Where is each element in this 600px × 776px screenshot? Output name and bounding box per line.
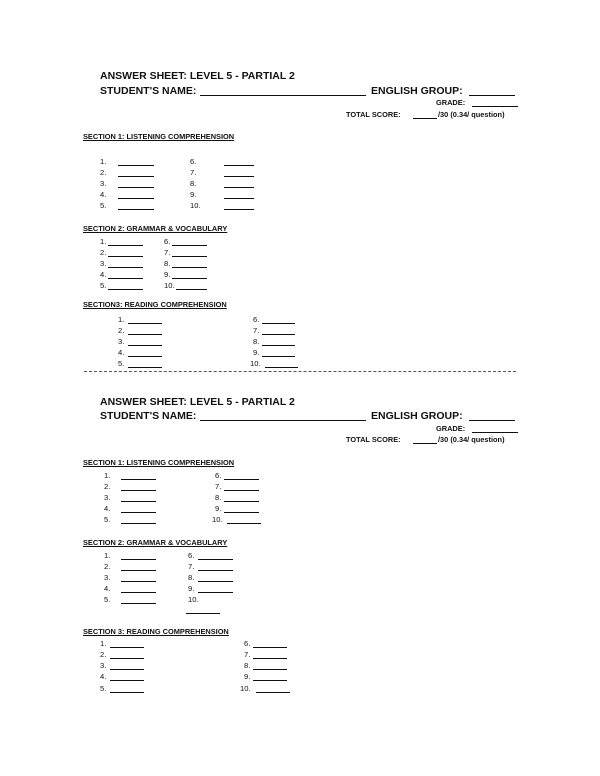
list-item: 9. — [188, 584, 195, 593]
list-item: 5. — [100, 684, 107, 693]
list-item: 1. — [104, 471, 111, 480]
answer-blank[interactable] — [128, 337, 162, 346]
list-item: 3. — [104, 493, 111, 502]
answer-blank[interactable] — [253, 672, 287, 681]
list-item: 7. — [190, 168, 197, 177]
answer-blank[interactable] — [224, 482, 259, 491]
answer-blank[interactable] — [110, 650, 144, 659]
sheet2-total-score-field[interactable] — [413, 435, 437, 444]
list-item: 5. — [104, 515, 111, 524]
answer-blank[interactable] — [108, 281, 143, 290]
list-item: 10. — [250, 359, 261, 368]
answer-blank[interactable] — [110, 672, 144, 681]
answer-blank[interactable] — [224, 201, 254, 210]
list-item: 3. — [118, 337, 125, 346]
answer-blank[interactable] — [121, 471, 156, 480]
list-item: 7. — [215, 482, 222, 491]
answer-blank[interactable] — [172, 237, 207, 246]
list-item: 6. — [190, 157, 197, 166]
sheet2-title: ANSWER SHEET: LEVEL 5 - PARTIAL 2 — [100, 396, 295, 408]
list-item: 5. — [100, 201, 107, 210]
list-item: 10. — [164, 281, 175, 290]
sheet2-grade-label: GRADE: — [436, 424, 466, 433]
list-item: 2. — [104, 482, 111, 491]
answer-blank[interactable] — [121, 515, 156, 524]
sheet1-student-name-label: STUDENT'S NAME: — [100, 85, 197, 97]
answer-blank[interactable] — [198, 562, 233, 571]
answer-blank[interactable] — [262, 315, 295, 324]
list-item: 5. — [104, 595, 111, 604]
list-item: 9. — [215, 504, 222, 513]
list-item: 7. — [244, 650, 251, 659]
answer-blank[interactable] — [262, 348, 295, 357]
sheet1-section1-title: SECTION 1: LISTENING COMPREHENSION — [83, 132, 235, 141]
answer-blank[interactable] — [253, 639, 287, 648]
list-item: 5. — [118, 359, 125, 368]
list-item: 1. — [100, 639, 107, 648]
answer-blank[interactable] — [262, 337, 295, 346]
list-item: 9. — [244, 672, 251, 681]
list-item: 3. — [100, 179, 107, 188]
list-item: 7. — [188, 562, 195, 571]
answer-blank[interactable] — [118, 157, 154, 166]
list-item: 7. — [253, 326, 260, 335]
sheet1-grade-field[interactable] — [472, 98, 518, 107]
list-item: 10. — [188, 595, 199, 604]
cut-line-divider — [84, 371, 516, 372]
list-item: 4. — [104, 584, 111, 593]
answer-blank[interactable] — [176, 281, 207, 290]
list-item: 6. — [253, 315, 260, 324]
list-item: 4. — [100, 672, 107, 681]
sheet2-grade-field[interactable] — [472, 424, 518, 433]
list-item: 9. — [164, 270, 171, 279]
answer-blank[interactable] — [121, 504, 156, 513]
answer-blank[interactable] — [224, 493, 259, 502]
answer-blank[interactable] — [253, 650, 287, 659]
answer-blank[interactable] — [224, 168, 254, 177]
answer-blank[interactable] — [186, 605, 220, 614]
list-item: 8. — [215, 493, 222, 502]
list-item: 2. — [100, 168, 107, 177]
answer-blank[interactable] — [128, 348, 162, 357]
list-item: 10. — [212, 515, 223, 524]
answer-blank[interactable] — [224, 179, 254, 188]
sheet2-total-score-suffix: /30 (0.34/ question) — [438, 435, 505, 444]
answer-blank[interactable] — [265, 359, 298, 368]
sheet1-total-score-suffix: /30 (0.34/ question) — [438, 110, 505, 119]
list-item: 1. — [104, 551, 111, 560]
answer-blank[interactable] — [121, 562, 156, 571]
answer-blank[interactable] — [224, 471, 259, 480]
answer-blank[interactable] — [118, 201, 154, 210]
sheet2-total-score-label: TOTAL SCORE: — [346, 435, 401, 444]
sheet1-english-group-field[interactable] — [469, 86, 515, 96]
answer-blank[interactable] — [118, 190, 154, 199]
answer-blank[interactable] — [227, 515, 261, 524]
list-item: 1. — [100, 157, 107, 166]
list-item: 9. — [190, 190, 197, 199]
answer-blank[interactable] — [224, 190, 254, 199]
list-item: 3. — [100, 661, 107, 670]
answer-blank[interactable] — [121, 573, 156, 582]
sheet2-section1-title: SECTION 1: LISTENING COMPREHENSION — [83, 458, 235, 467]
list-item: 2. — [104, 562, 111, 571]
answer-blank[interactable] — [108, 237, 143, 246]
sheet2-student-name-field[interactable] — [200, 411, 366, 421]
list-item: 8. — [244, 661, 251, 670]
sheet2-student-name-label: STUDENT'S NAME: — [100, 410, 197, 422]
answer-blank[interactable] — [224, 157, 254, 166]
answer-blank[interactable] — [121, 595, 156, 604]
sheet1-section3-title: SECTION3: READING COMPREHENSION — [83, 300, 227, 309]
list-item: 5. — [100, 281, 107, 290]
answer-blank[interactable] — [198, 573, 233, 582]
list-item: 1. — [118, 315, 125, 324]
answer-blank[interactable] — [198, 551, 233, 560]
list-item: 6. — [164, 237, 171, 246]
list-item: 3. — [104, 573, 111, 582]
list-item: 4. — [100, 270, 107, 279]
answer-blank[interactable] — [224, 504, 259, 513]
list-item: 8. — [190, 179, 197, 188]
answer-blank[interactable] — [262, 326, 295, 335]
list-item: 6. — [244, 639, 251, 648]
list-item: 9. — [253, 348, 260, 357]
sheet2-section2-title: SECTION 2: GRAMMAR & VOCABULARY — [83, 538, 228, 547]
list-item: 10. — [190, 201, 201, 210]
sheet2-english-group-field[interactable] — [469, 411, 515, 421]
sheet1-total-score-field[interactable] — [413, 110, 437, 119]
answer-blank[interactable] — [256, 684, 290, 693]
answer-blank[interactable] — [128, 359, 162, 368]
answer-blank[interactable] — [110, 684, 144, 693]
list-item: 3. — [100, 259, 107, 268]
list-item: 6. — [188, 551, 195, 560]
answer-blank[interactable] — [118, 179, 154, 188]
list-item: 4. — [104, 504, 111, 513]
list-item: 1. — [100, 237, 107, 246]
list-item: 2. — [100, 248, 107, 257]
list-item: 2. — [118, 326, 125, 335]
answer-blank[interactable] — [121, 493, 156, 502]
sheet1-total-score-label: TOTAL SCORE: — [346, 110, 401, 119]
answer-blank[interactable] — [108, 248, 143, 257]
answer-blank[interactable] — [121, 482, 156, 491]
sheet1-title: ANSWER SHEET: LEVEL 5 - PARTIAL 2 — [100, 70, 295, 82]
list-item: 4. — [100, 190, 107, 199]
answer-blank[interactable] — [253, 661, 287, 670]
list-item: 8. — [164, 259, 171, 268]
sheet1-section2-title: SECTION 2: GRAMMAR & VOCABULARY — [83, 224, 228, 233]
list-item: 4. — [118, 348, 125, 357]
list-item: 2. — [100, 650, 107, 659]
list-item: 10. — [240, 684, 251, 693]
answer-blank[interactable] — [110, 661, 144, 670]
list-item: 8. — [253, 337, 260, 346]
answer-blank[interactable] — [110, 639, 144, 648]
answer-blank[interactable] — [108, 270, 143, 279]
answer-blank[interactable] — [198, 584, 233, 593]
sheet2-english-group-label: ENGLISH GROUP: — [371, 410, 463, 422]
sheet2-section3-title: SECTION 3: READING COMPREHENSION — [83, 627, 229, 636]
sheet1-student-name-field[interactable] — [200, 86, 366, 96]
answer-blank[interactable] — [118, 168, 154, 177]
answer-blank[interactable] — [172, 270, 207, 279]
answer-blank[interactable] — [128, 326, 162, 335]
answer-blank[interactable] — [172, 259, 207, 268]
answer-blank[interactable] — [128, 315, 162, 324]
list-item: 7. — [164, 248, 171, 257]
sheet1-english-group-label: ENGLISH GROUP: — [371, 85, 463, 97]
list-item: 6. — [215, 471, 222, 480]
answer-blank[interactable] — [108, 259, 143, 268]
list-item: 8. — [188, 573, 195, 582]
answer-blank[interactable] — [121, 584, 156, 593]
answer-blank[interactable] — [172, 248, 207, 257]
answer-blank[interactable] — [121, 551, 156, 560]
sheet1-grade-label: GRADE: — [436, 98, 466, 107]
